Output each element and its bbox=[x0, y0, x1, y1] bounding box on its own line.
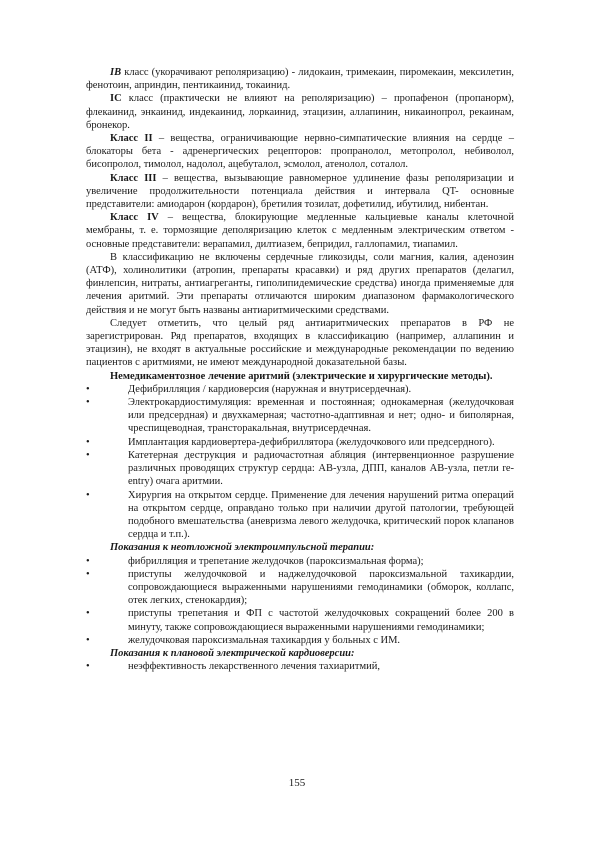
bullet-icon: • bbox=[86, 555, 90, 567]
bullet-icon: • bbox=[86, 436, 90, 448]
class-4-text: – вещества, блокирующие медленные кальциевые каналы клеточной мембраны, т. е. тормозящие деполяризацию клеток с медленным электрическим ответом - основные представители: верапамил, дилтиазем, бепридил, галлопамил, тиапамил. bbox=[86, 212, 515, 250]
list-planned bbox=[86, 660, 514, 673]
class-ib-label: IB bbox=[110, 67, 122, 78]
paragraph-class-2 bbox=[86, 132, 514, 172]
list-item: • приступы трепетания и ФП с частотой желудочковых сокращений более 200 в минуту, также сопровождающиеся выраженными нарушениями гемодинамики; bbox=[86, 608, 514, 633]
list-item: • Дефибрилляция / кардиоверсия (наружная и внутрисердечная). bbox=[86, 383, 412, 395]
paragraph-not-included: В классификацию не включены сердечные гликозиды, соли магния, калия, аденозин (АТФ), холинолитики (атропин, препараты красавки) и ряд других препаратов (делагил, финлепсин, нитраты, антиагреганты, гиполипидемические средства) иногда применяемые для лечения аритмий. Эти препараты отличаются широким диапазоном фармакологического действия и не могут быть названы антиаритмическими средствами. bbox=[86, 251, 514, 316]
list-item: • Имплантация кардиовертера-дефибриллятора (желудочкового или предсердного). bbox=[86, 436, 495, 448]
bullet-icon: • bbox=[86, 634, 90, 646]
list-emergency bbox=[86, 555, 514, 647]
list-nondrug bbox=[86, 383, 514, 541]
list-item: • Электрокардиостимуляция: временная и постоянная; однокамерная (желудочковая или предсердная) и двухкамерная; частотно-адаптивная и нет; одно- и биполярная, чреспищеводная, трансторакальная, внутрисердечная. bbox=[86, 397, 514, 435]
list-item: • приступы желудочковой и наджелудочковой пароксизмальной тахикардии, сопровождающиеся выраженными нарушениями гемодинамики (обморок, коллапс, отек легких, стенокардия); bbox=[86, 568, 514, 607]
page-content bbox=[86, 66, 514, 673]
list-item: • Катетерная деструкция и радиочастотная абляция (интервенционное разрушение различных проводящих структур сердца: АВ-узла, ДПП, каналов АВ-узла, петли re-entry) очага аритмии. bbox=[86, 449, 514, 488]
bullet-icon: • bbox=[86, 568, 90, 580]
list-item: • желудочковая пароксизмальная тахикардия у больных с ИМ. bbox=[86, 634, 401, 646]
class-ic-label: IC bbox=[110, 93, 122, 105]
class-2-text: – вещества, ограничивающие нервно-симпатические влияния на сердце – блокаторы бета - адренергических рецепторов: пропранолол, метопролол, небиволол, бисопролол, тимолол, надолол, ацебуталол, эсмолол, атенолол, соталол. bbox=[86, 133, 514, 171]
bullet-icon: • bbox=[86, 608, 90, 620]
paragraph-class-ic bbox=[86, 92, 514, 132]
paragraph-class-ib bbox=[86, 66, 514, 92]
page-number: 155 bbox=[288, 777, 306, 789]
list-item: • Хирургия на открытом сердце. Применение для лечения нарушений ритма операций на открытом сердце, оправдано только при наличии другой патологии, требующей подобного вмешательства (аневризма левого желудочка, критический порок клапанов сердца и т.п.). bbox=[86, 489, 514, 541]
bullet-icon: • bbox=[86, 397, 90, 409]
class-ic-text: класс (практически не влияют на реполяризацию) – пропафенон (пропанорм), флекаинид, энкаинид, индекаинид, лоркаинид, этацизин, аллапинин, никаинопрол, рекаинам, бронекор. bbox=[86, 93, 514, 131]
class-3-label: Класс III bbox=[110, 172, 157, 184]
heading-nondrug-treatment: Немедикаментозное лечение аритмий (электрические и хирургические методы). bbox=[110, 370, 493, 382]
paragraph-class-4 bbox=[86, 211, 514, 251]
class-ib-text: класс (укорачивают реполяризацию) - лидокаин, тримекаин, пиромекаин, мексилетин, фенотоин, априндин, пентикаинид, токаинид. bbox=[86, 67, 514, 92]
class-2-label: Класс II bbox=[110, 133, 153, 145]
heading-planned-indications: Показания к плановой электрической кардиоверсии: bbox=[110, 647, 355, 659]
bullet-icon: • bbox=[86, 661, 90, 673]
list-item: • фибрилляция и трепетание желудочков (пароксизмальная форма); bbox=[86, 555, 424, 567]
bullet-icon: • bbox=[86, 383, 90, 395]
paragraph-class-3 bbox=[86, 172, 514, 212]
list-item: • неэффективность лекарственного лечения тахиаритмий, bbox=[86, 661, 380, 673]
bullet-icon: • bbox=[86, 449, 90, 461]
class-4-label: Класс IV bbox=[110, 212, 159, 224]
bullet-icon: • bbox=[86, 489, 90, 501]
heading-emergency-indications: Показания к неотложной электроимпульсной терапии: bbox=[110, 542, 375, 554]
paragraph-note: Следует отметить, что целый ряд антиаритмических препаратов в РФ не зарегистрирован. Ряд препаратов, входящих в классификацию (например, аллапинин и этацизин), не входят в актуальные российские и международные рекомендации по ведению пациентов с аритмиями, не имеют международной доказательной базы. bbox=[86, 317, 514, 369]
class-3-text: – вещества, вызывающие равномерное удлинение фазы реполяризации и увеличение продолжительности потенциала действия и интервала QT- основные представители: амиодарон (кордарон), бретилия тозилат, дофетилид, ибутилид, нибентан. bbox=[86, 172, 514, 211]
